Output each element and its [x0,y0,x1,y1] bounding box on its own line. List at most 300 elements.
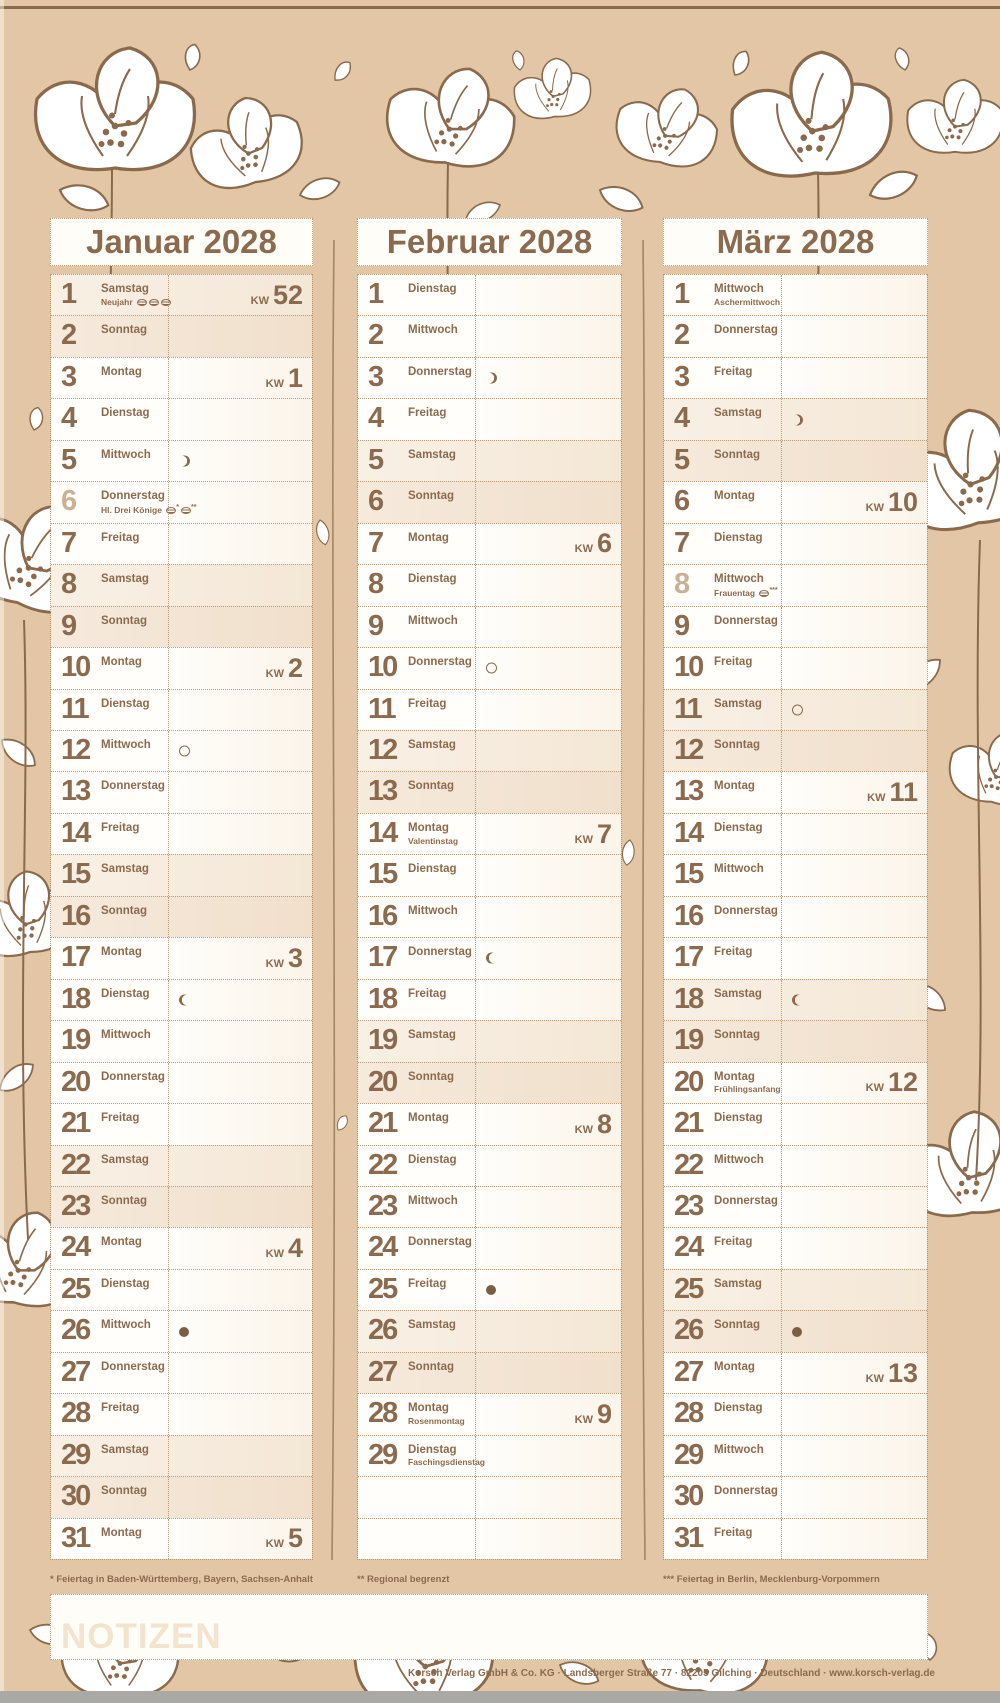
day-number: 19 [61,1024,90,1057]
day-row [358,854,621,895]
day-label-cell [358,772,476,812]
day-name: Dienstag [714,1402,763,1415]
notes-cell [782,482,927,522]
notes-label: NOTIZEN [61,1617,222,1656]
day-name: Sonntag [714,738,760,751]
moon-phase-first-icon [792,414,803,425]
notes-cell [169,441,312,481]
notes-cell [476,1436,621,1476]
day-name: Samstag [408,1029,456,1042]
day-row [664,1518,927,1559]
empty-row [358,1518,621,1559]
day-row [664,1103,927,1144]
day-row [51,1062,312,1103]
day-number: 3 [61,360,76,393]
notes-cell [169,399,312,439]
day-row [51,1393,312,1434]
notes-cell [169,1187,312,1227]
day-name: Sonntag [101,1194,147,1207]
day-row [51,440,312,481]
day-name: Sonntag [101,1485,147,1498]
day-number: 22 [674,1148,703,1181]
day-name: Mittwoch [714,573,764,586]
notes-cell [169,316,312,356]
day-number: 2 [61,319,76,352]
notes-cell [169,1104,312,1144]
day-name: Montag [408,1402,449,1415]
day-row [51,606,312,647]
day-name: Donnerstag [408,656,472,669]
day-label-cell [358,524,476,564]
day-label-cell [664,1021,782,1061]
day-label-cell [51,275,169,315]
day-number: 11 [674,692,701,725]
notes-cell [169,1021,312,1061]
day-row [358,1145,621,1186]
day-name: Sonntag [101,904,147,917]
calendar-week-marker [266,1235,303,1262]
calendar-week-marker [574,1108,612,1139]
day-row [664,1269,927,1310]
day-name: Donnerstag [408,365,472,378]
day-name: Donnerstag [714,904,778,917]
page-edge-highlight [0,0,4,1703]
day-row [358,1435,621,1476]
day-label-cell [664,648,782,688]
day-number: 17 [61,941,90,974]
kw-number: 2 [287,652,303,683]
calendar-week-marker [265,942,303,973]
day-row [51,1476,312,1517]
notes-cell [782,814,927,854]
day-row [664,440,927,481]
day-label-cell [358,1353,476,1393]
notes-cell [476,607,621,647]
day-label-cell [664,1146,782,1186]
day-number: 23 [61,1189,90,1222]
notes-cell [169,814,312,854]
day-number: 7 [368,526,383,559]
bottom-edge-bar [0,1691,1000,1703]
notes-cell [782,1104,927,1144]
holiday-note: Hl. Drei Könige * ** [101,503,197,515]
day-name: Dienstag [101,987,150,1000]
day-label-cell [358,1519,476,1559]
day-number: 13 [674,775,703,808]
day-row [358,1227,621,1268]
day-number: 3 [368,360,383,393]
day-label-cell [664,607,782,647]
notes-cell [169,1353,312,1393]
notes-cell [169,1311,312,1351]
day-number: 1 [674,278,689,310]
notes-cell [476,1353,621,1393]
day-row [664,1435,927,1476]
day-name: Freitag [408,407,447,420]
kw-number: 8 [596,1108,612,1139]
day-name: Donnerstag [714,324,778,337]
kw-label: KW [265,1248,284,1261]
day-number: 14 [368,816,397,849]
day-number: 29 [368,1438,397,1471]
day-label-cell [51,814,169,854]
day-name: Dienstag [408,863,457,876]
notes-cell [476,690,621,730]
calendar-week-marker [865,486,918,517]
day-row [51,854,312,895]
day-name: Mittwoch [714,283,764,295]
day-label-cell [664,690,782,730]
kw-label: KW [265,1538,284,1551]
day-label-cell [51,1519,169,1559]
notes-cell [169,1394,312,1434]
day-row [51,564,312,605]
day-number: 1 [61,278,76,310]
kw-number: 13 [887,1357,918,1388]
day-label-cell [358,607,476,647]
day-name: Samstag [101,573,149,586]
day-row [51,937,312,978]
day-number: 6 [674,485,689,518]
notes-cell [169,275,312,315]
day-name: Freitag [101,1402,140,1415]
notes-cell [782,1187,927,1227]
day-label-cell [664,316,782,356]
kw-label: KW [865,1082,884,1095]
day-number: 3 [674,360,689,393]
kw-label: KW [265,377,284,390]
notes-cell [782,441,927,481]
day-number: 28 [368,1397,397,1430]
day-name: Dienstag [408,573,457,586]
day-label-cell [664,399,782,439]
day-label-cell [664,1104,782,1144]
day-name: Dienstag [101,407,150,420]
day-name: Mittwoch [101,1319,151,1332]
kw-number: 5 [287,1523,303,1554]
day-name: Freitag [714,1526,753,1539]
day-row [358,771,621,812]
day-name: Freitag [408,987,447,1000]
kw-label: KW [265,957,284,970]
day-number: 24 [674,1231,703,1264]
day-label-cell [664,1477,782,1517]
day-number: 20 [674,1065,703,1098]
day-name: Donnerstag [714,614,778,627]
calendar-week-marker [265,652,303,683]
day-number: 6 [368,485,383,518]
day-row [358,481,621,522]
day-number: 27 [674,1355,703,1388]
notes-cell [169,731,312,771]
notes-cell [782,1519,927,1559]
notes-cell [782,316,927,356]
day-name: Mittwoch [408,324,458,337]
day-name: Donnerstag [101,1070,165,1083]
day-number: 4 [61,402,76,435]
day-row [358,357,621,398]
day-number: 16 [61,899,90,932]
day-number: 19 [368,1024,397,1057]
day-number: 9 [61,609,76,642]
day-number: 25 [674,1272,703,1305]
notes-cell [476,1104,621,1144]
day-label-cell [51,482,197,522]
day-rows [50,274,313,1560]
day-label-cell [358,1021,476,1061]
day-number: 31 [61,1521,90,1554]
day-name: Sonntag [408,780,454,793]
day-number: 23 [368,1189,397,1222]
day-label-cell [664,1187,782,1227]
day-row [664,854,927,895]
notes-cell [782,1394,927,1434]
day-label-cell [358,980,476,1020]
kw-number: 4 [287,1233,303,1264]
day-name: Donnerstag [714,1194,778,1207]
day-row [358,937,621,978]
kw-label: KW [574,833,593,846]
kw-label: KW [250,294,269,307]
notes-cell [782,1436,927,1476]
notes-cell [169,1519,312,1559]
notes-cell [782,607,927,647]
notes-cell [476,1146,621,1186]
day-row [664,606,927,647]
day-label-cell [51,648,169,688]
kw-label: KW [867,792,886,805]
day-label-cell [51,1353,169,1393]
day-label-cell [358,1394,476,1434]
day-row [664,1145,927,1186]
notes-cell [476,855,621,895]
notes-cell [476,897,621,937]
empty-row [358,1476,621,1517]
notes-cell [476,648,621,688]
notes-cell [782,1311,927,1351]
day-row [358,647,621,688]
day-label-cell [51,1270,169,1310]
day-row [358,274,621,315]
month-column-3 [663,218,928,1585]
day-number: 5 [368,443,383,476]
day-row [358,606,621,647]
notes-cell [476,275,621,315]
day-row [664,523,927,564]
day-row [51,1310,312,1351]
holiday-note: Valentinstag [408,835,459,846]
day-rows [663,274,928,1560]
day-label-cell [358,565,476,605]
notes-cell [169,1146,312,1186]
notes-cell [782,1353,927,1393]
day-name: Freitag [408,1277,447,1290]
notes-cell [782,399,927,439]
top-rule [0,6,1000,9]
day-name: Freitag [101,821,140,834]
day-label-cell [358,648,476,688]
day-label-cell [51,1063,169,1103]
notes-cell [782,731,927,771]
day-name: Samstag [408,1319,456,1332]
calendar-week-marker [266,1525,303,1552]
moon-phase-first-icon [179,456,190,467]
day-number: 18 [61,982,90,1015]
moon-phase-full-icon [179,746,190,757]
day-label-cell [51,1021,169,1061]
day-row [358,440,621,481]
day-label-cell [664,1353,782,1393]
moon-phase-last-icon [792,994,803,1005]
notes-cell [476,1394,621,1434]
day-name: Mittwoch [408,614,458,627]
region-flag-icon [149,299,159,306]
notes-cell [476,772,621,812]
day-row [358,1186,621,1227]
day-label-cell [51,316,169,356]
day-name: Montag [101,365,142,378]
day-row [664,315,927,356]
day-number: 31 [674,1521,703,1554]
holiday-note: Rosenmontag [408,1415,465,1426]
day-number: 22 [368,1148,397,1181]
day-row [51,315,312,356]
day-label-cell [664,275,782,315]
kw-number: 10 [887,486,918,517]
day-row [358,730,621,771]
notes-cell [169,772,312,812]
day-name: Samstag [714,407,762,420]
day-label-cell [358,855,476,895]
notes-cell [782,938,927,978]
notes-cell [169,358,312,398]
day-row [664,937,927,978]
notes-cell [476,1519,621,1559]
day-name: Montag [101,1236,142,1249]
day-label-cell [664,1394,782,1434]
notes-cell [169,938,312,978]
day-name: Sonntag [101,324,147,337]
day-number: 4 [674,402,689,435]
day-name: Samstag [101,1443,149,1456]
day-row [358,523,621,564]
day-row [664,979,927,1020]
day-label-cell [51,524,169,564]
day-number: 9 [368,609,383,642]
day-number: 21 [61,1107,90,1140]
day-name: Sonntag [714,1029,760,1042]
calendar-week-marker [574,818,612,849]
day-number: 12 [368,733,397,766]
day-name: Donnerstag [714,1485,778,1498]
day-name: Montag [714,780,755,793]
day-label-cell [358,1436,485,1476]
day-name: Freitag [714,656,753,669]
notes-cell [476,1477,621,1517]
day-row [664,896,927,937]
moon-phase-first-icon [486,373,497,384]
day-label-cell [664,524,782,564]
day-label-cell [51,565,169,605]
day-number: 10 [368,651,397,684]
day-name: Samstag [714,697,762,710]
day-number: 2 [674,319,689,352]
day-label-cell [51,358,169,398]
notes-cell [782,772,927,812]
region-flag-icon [137,299,147,306]
notes-cell [169,897,312,937]
notes-cell [169,1270,312,1310]
day-name: Mittwoch [714,863,764,876]
day-row [51,1186,312,1227]
day-name: Samstag [101,283,149,295]
day-number: 28 [674,1397,703,1430]
notes-cell [169,1063,312,1103]
day-label-cell [51,772,169,812]
day-number: 5 [61,443,76,476]
day-label-cell [51,1394,169,1434]
day-label-cell [664,1519,782,1559]
day-number: 15 [61,858,90,891]
day-number: 10 [61,651,90,684]
day-number: 9 [674,609,689,642]
day-name: Samstag [408,738,456,751]
day-name: Montag [714,1360,755,1373]
day-number: 24 [61,1231,90,1264]
day-number: 24 [368,1231,397,1264]
day-name: Dienstag [101,1277,150,1290]
day-name: Dienstag [408,1443,457,1456]
day-name: Montag [101,1526,142,1539]
day-label-cell [664,441,782,481]
day-name: Freitag [101,1112,140,1125]
day-label-cell [358,690,476,730]
day-number: 20 [61,1065,90,1098]
day-number: 14 [674,816,703,849]
day-row [51,647,312,688]
day-name: Dienstag [408,1153,457,1166]
day-row [664,1310,927,1351]
day-name: Donnerstag [101,490,165,503]
day-row [51,274,312,315]
day-number: 21 [368,1107,397,1140]
day-number: 29 [674,1438,703,1471]
day-number: 30 [674,1480,703,1513]
kw-number: 52 [272,279,303,310]
kw-label: KW [865,1372,884,1385]
day-name: Mittwoch [714,1443,764,1456]
notes-cell [169,482,312,522]
notes-cell [782,1228,927,1268]
day-row [664,813,927,854]
notes-cell [476,1228,621,1268]
day-row [51,523,312,564]
notes-cell [782,1063,927,1103]
notes-cell [782,1477,927,1517]
day-number: 8 [368,568,383,601]
notes-cell [476,731,621,771]
day-row [51,813,312,854]
day-name: Freitag [714,946,753,959]
day-number: 15 [674,858,703,891]
day-label-cell [358,1228,476,1268]
day-rows [357,274,622,1560]
holiday-note: Faschingsdienstag [408,1457,485,1468]
day-row [664,1062,927,1103]
day-row [664,357,927,398]
day-label-cell [358,1063,476,1103]
day-row [51,1518,312,1559]
